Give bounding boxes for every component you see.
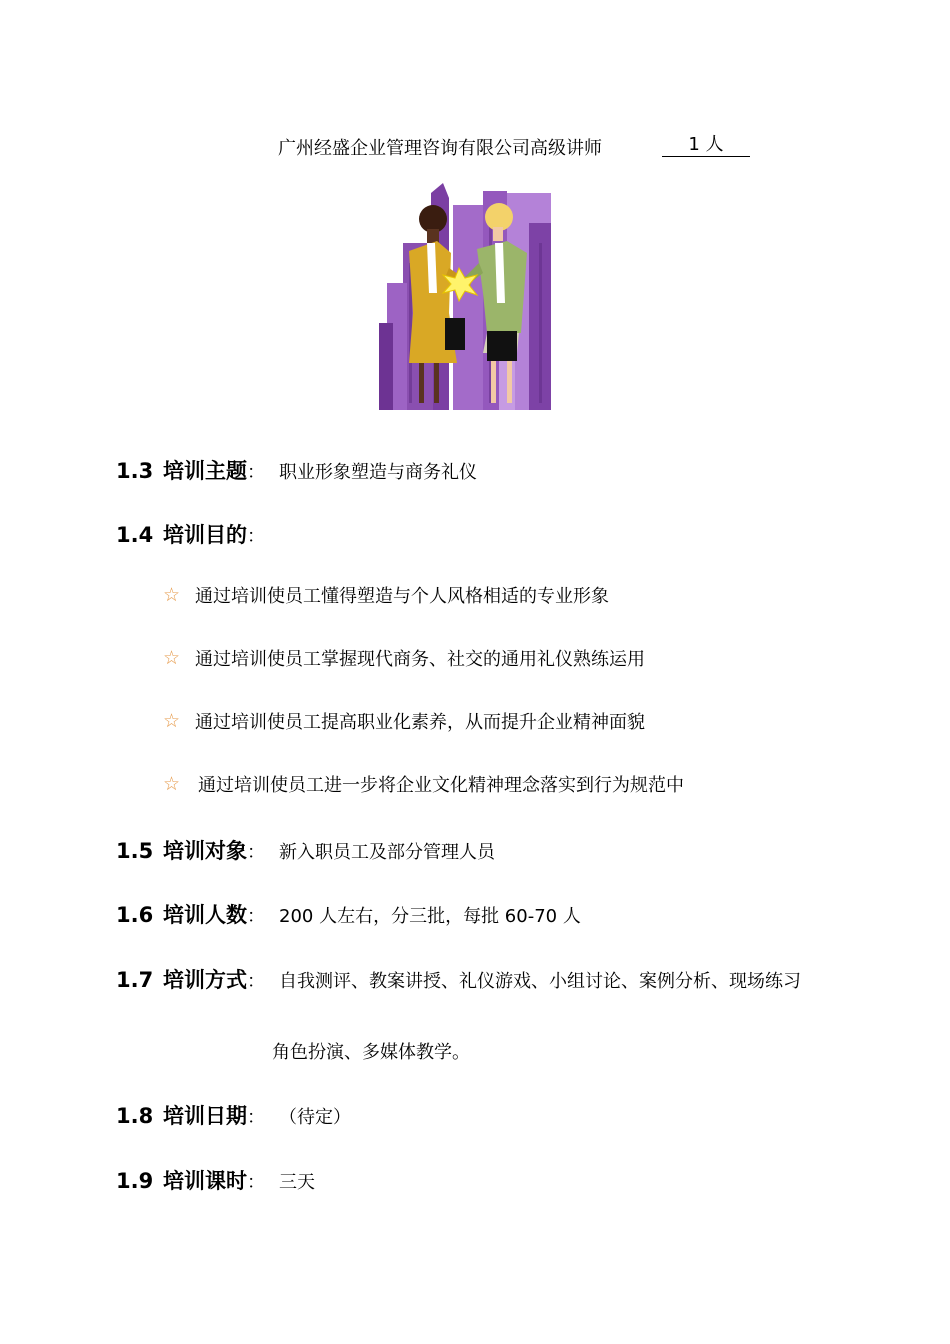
section-colon: ： [247, 971, 265, 992]
section-value: （待定） [279, 1107, 351, 1128]
header-count: 1 人 [662, 134, 750, 157]
section-value: 新入职员工及部分管理人员 [279, 842, 495, 863]
section-training-audience [116, 835, 495, 865]
section-title: 培训日期 [163, 1104, 247, 1128]
section-value-continuation: 角色扮演、多媒体教学。 [272, 1042, 470, 1063]
handshake-clipart [379, 183, 552, 410]
section-number: 1.6 [116, 903, 154, 927]
section-colon: ： [247, 526, 265, 547]
section-title: 培训主题 [163, 459, 247, 483]
objective-text: 通过培训使员工提高职业化素养，从而提升企业精神面貌 [195, 712, 645, 733]
section-training-theme [116, 455, 477, 485]
objective-item [163, 708, 645, 734]
section-training-headcount [116, 899, 581, 929]
section-title: 培训方式 [163, 968, 247, 992]
header-org-title: 广州经盛企业管理咨询有限公司高级讲师 [278, 138, 602, 159]
section-value: 自我测评、教案讲授、礼仪游戏、小组讨论、案例分析、现场练习 [279, 971, 801, 992]
section-number: 1.9 [116, 1169, 154, 1193]
section-number: 1.5 [116, 839, 154, 863]
section-value: 200 人左右，分三批，每批 60-70 人 [279, 906, 581, 927]
section-colon: ： [247, 906, 265, 927]
section-training-purpose [116, 519, 279, 549]
section-title: 培训目的 [163, 523, 247, 547]
section-number: 1.3 [116, 459, 154, 483]
objective-text: 通过培训使员工掌握现代商务、社交的通用礼仪熟练运用 [195, 649, 645, 670]
section-value: 三天 [279, 1172, 315, 1193]
objective-item [163, 771, 684, 797]
star-bullet-icon: ☆ [163, 584, 181, 606]
section-title: 培训对象 [163, 839, 247, 863]
objective-item [163, 645, 645, 671]
section-training-date [116, 1100, 351, 1130]
section-number: 1.4 [116, 523, 154, 547]
section-title: 培训课时 [163, 1169, 247, 1193]
section-number: 1.7 [116, 968, 154, 992]
section-colon: ： [247, 1172, 265, 1193]
section-number: 1.8 [116, 1104, 154, 1128]
objective-item [163, 582, 609, 608]
star-bullet-icon: ☆ [163, 710, 181, 732]
section-training-method [116, 964, 801, 994]
section-value: 职业形象塑造与商务礼仪 [279, 462, 477, 483]
section-training-hours [116, 1165, 315, 1195]
objective-text: 通过培训使员工懂得塑造与个人风格相适的专业形象 [195, 586, 609, 607]
objective-text: 通过培训使员工进一步将企业文化精神理念落实到行为规范中 [198, 775, 684, 796]
section-colon: ： [247, 1107, 265, 1128]
section-title: 培训人数 [163, 903, 247, 927]
star-bullet-icon: ☆ [163, 773, 181, 795]
section-colon: ： [247, 462, 265, 483]
star-bullet-icon: ☆ [163, 647, 181, 669]
section-colon: ： [247, 842, 265, 863]
